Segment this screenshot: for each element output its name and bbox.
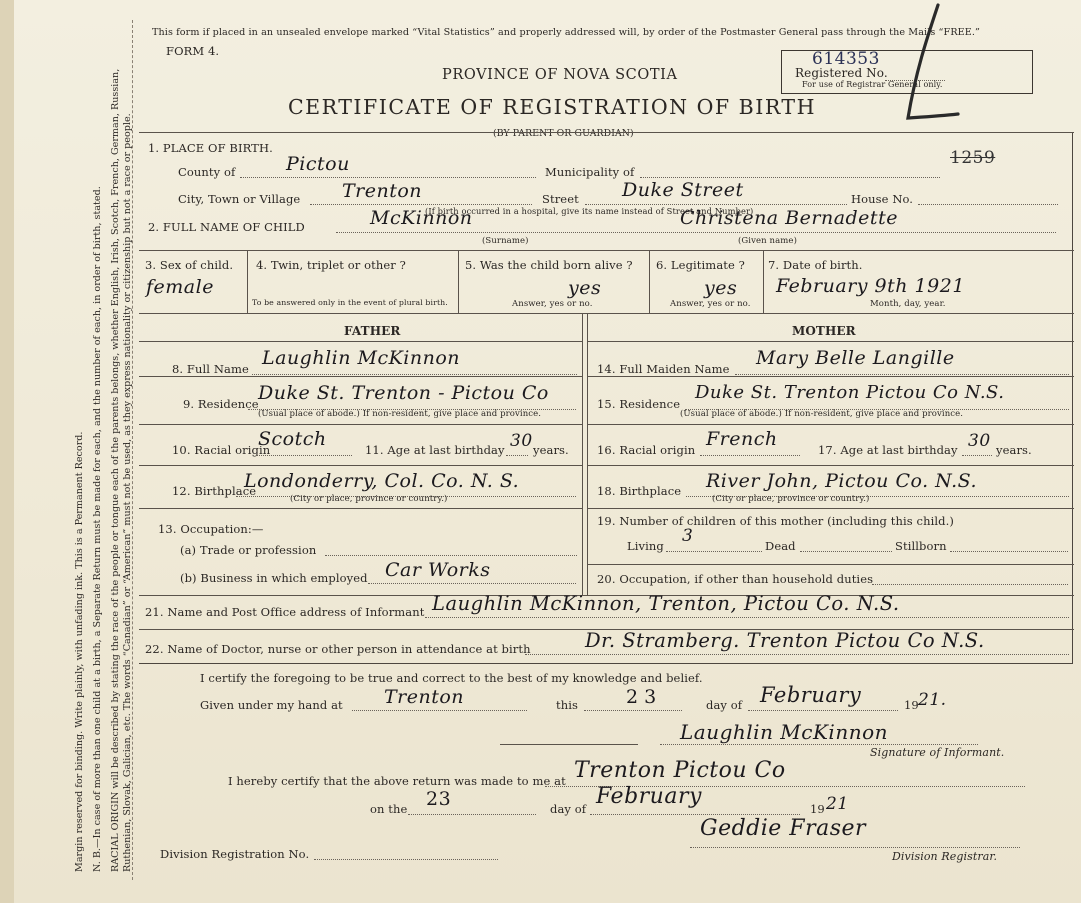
father-business: Car Works — [385, 559, 491, 581]
legitimate-note: Answer, yes or no. — [670, 299, 751, 309]
sig-left-rule — [500, 744, 638, 745]
row3-top — [139, 250, 1074, 251]
row3-div4 — [763, 250, 764, 313]
informant-sig-line — [660, 744, 978, 745]
city-value: Trenton — [342, 180, 423, 202]
city-label: City, Town or Village — [178, 192, 301, 206]
house-line — [918, 204, 1058, 205]
informant-sig-label: Signature of Informant. — [870, 746, 1005, 759]
father-name: Laughlin McKinnon — [262, 347, 461, 369]
mother-race-label: 16. Racial origin — [597, 443, 696, 457]
twin-label: 4. Twin, triplet or other ? — [256, 258, 406, 272]
informant-label: 21. Name and Post Office address of Informant — [145, 605, 425, 619]
registered-number: 614353 — [812, 49, 880, 69]
living-line — [666, 551, 762, 552]
registrar-month: February — [596, 784, 702, 809]
father-name-label: 8. Full Name — [172, 362, 249, 376]
dob-note: Month, day, year. — [870, 299, 946, 309]
registered-label: Registered No. — [795, 66, 888, 80]
house-no-label: House No. — [851, 192, 914, 206]
certify-day-line — [584, 710, 682, 711]
street-line — [585, 204, 847, 205]
parent-divider-b — [587, 313, 588, 595]
page-subtitle: (BY PARENT OR GUARDIAN) — [493, 128, 634, 139]
father-age-line — [506, 455, 528, 456]
row3-div1 — [247, 250, 248, 313]
registrar-year: 21 — [826, 794, 849, 814]
registrar-statement: I hereby certify that the above return was made to me at — [228, 774, 566, 788]
mother-occupation-label: 20. Occupation, if other than household duties — [597, 572, 874, 586]
street-value: Duke Street — [622, 179, 744, 201]
mother-years: years. — [996, 443, 1032, 457]
sex-value: female — [146, 276, 214, 298]
father-row1 — [139, 376, 582, 377]
alive-note: Answer, yes or no. — [512, 299, 593, 309]
stillborn-label: Stillborn — [895, 539, 947, 553]
surname-note: (Surname) — [482, 236, 529, 246]
stillborn-line — [950, 551, 1068, 552]
municipality-line — [640, 177, 940, 178]
twin-note: To be answered only in the event of plural birth. — [252, 298, 448, 307]
registrar-day: 23 — [426, 788, 452, 810]
doctor-value: Dr. Stramberg. Trenton Pictou Co N.S. — [585, 629, 985, 652]
division-reg-line — [314, 859, 498, 860]
father-years: years. — [533, 443, 569, 457]
certify-day: 23 — [626, 686, 663, 708]
registrar-use-note: For use of Registrar General only. — [802, 80, 943, 89]
sidebar-racial-2: Ruthenian, Slovak, Galician, etc. The words “Canadian” or “American” must not be used, as they express nationality or citizenship but not a race or people. — [122, 113, 133, 872]
row3-div3 — [649, 250, 650, 313]
sidebar-margin-note: Margin reserved for binding. Write plainly, with unfading ink. This is a Permanent Record. — [74, 431, 85, 872]
sex-label: 3. Sex of child. — [145, 258, 234, 272]
father-age: 30 — [510, 431, 533, 451]
parent-divider-a — [582, 313, 583, 595]
row3-bottom — [139, 313, 1074, 314]
mother-bp-note: (City or place, province or country.) — [712, 494, 870, 504]
doctor-line — [525, 654, 1069, 655]
registrar-sig-line — [690, 847, 1020, 848]
binding-margin — [0, 0, 14, 903]
father-head-rule — [139, 341, 582, 342]
father-trade-label: (a) Trade or profession — [180, 543, 317, 557]
father-row3 — [139, 465, 582, 466]
page-title: CERTIFICATE OF REGISTRATION OF BIRTH — [288, 95, 816, 119]
father-bp-note: (City or place, province or country.) — [290, 494, 448, 504]
father-name-line — [252, 374, 577, 375]
mother-residence-label: 15. Residence — [597, 397, 681, 411]
father-heading: FATHER — [344, 324, 401, 338]
father-race-label: 10. Racial origin — [172, 443, 271, 457]
mother-age-line — [962, 455, 992, 456]
mother-race: French — [706, 428, 778, 450]
mother-head-rule — [587, 341, 1074, 342]
certify-month: February — [760, 683, 862, 707]
registrar-year-prefix: 19 — [810, 802, 825, 816]
province-title: PROVINCE OF NOVA SCOTIA — [442, 67, 678, 83]
father-age-label: 11. Age at last birthday — [365, 443, 505, 457]
municipality-label: Municipality of — [545, 165, 635, 179]
certify-dayof-label: day of — [706, 698, 743, 712]
children-count-label: 19. Number of children of this mother (including this child.) — [597, 514, 954, 528]
father-residence-label: 9. Residence — [183, 397, 259, 411]
dob-label: 7. Date of birth. — [768, 258, 863, 272]
mother-birthplace-label: 18. Birthplace — [597, 484, 682, 498]
legitimate-label: 6. Legitimate ? — [656, 258, 745, 272]
father-occupation-label: 13. Occupation:— — [158, 522, 264, 536]
county-label: County of — [178, 165, 236, 179]
mother-name: Mary Belle Langille — [756, 347, 955, 369]
father-race-line — [256, 455, 352, 456]
mother-age: 30 — [968, 431, 991, 451]
informant-line — [425, 617, 1069, 618]
given-place: Trenton — [384, 686, 465, 708]
mother-residence: Duke St. Trenton Pictou Co N.S. — [695, 382, 1005, 403]
child-name-line — [336, 232, 1056, 233]
dead-line — [800, 551, 892, 552]
registrar-signature: Geddie Fraser — [700, 816, 867, 841]
dob-value: February 9th 1921 — [776, 275, 965, 297]
street-label: Street — [542, 192, 579, 206]
child-surname: McKinnon — [370, 207, 473, 229]
mother-name-line — [735, 374, 1069, 375]
mother-res-note: (Usual place of abode.) If non-resident, give place and province. — [680, 409, 964, 419]
county-value: Pictou — [286, 153, 350, 175]
registrar-day-line — [408, 814, 536, 815]
father-res-note: (Usual place of abode.) If non-resident, give place and province. — [258, 409, 542, 419]
pen-mark — [878, 0, 968, 130]
county-line — [240, 177, 536, 178]
mother-row5 — [587, 564, 1074, 565]
registrar-sig-label: Division Registrar. — [892, 850, 998, 863]
certify-year: 21. — [918, 690, 947, 710]
living-count: 3 — [682, 526, 694, 546]
father-business-line — [368, 583, 576, 584]
father-business-label: (b) Business in which employed — [180, 571, 368, 585]
registrar-on-label: on the — [370, 802, 408, 816]
certify-month-line — [748, 710, 898, 711]
division-reg-label: Division Registration No. — [160, 847, 310, 861]
father-trade-line — [325, 555, 577, 556]
father-residence: Duke St. Trenton - Pictou Co — [258, 382, 549, 404]
sidebar-racial-1: RACIAL ORIGIN will be described by stating the race of the people or tongue each of the parents belongs, whether English, Irish, Scotch, French, German, Russian, — [110, 68, 121, 872]
mailing-notice: This form if placed in an unsealed envelope marked “Vital Statistics” and properly addressed will, by order of the Postmaster General pass through the Mails “FREE.” — [152, 27, 980, 38]
father-race: Scotch — [258, 428, 327, 450]
mother-row2 — [587, 424, 1074, 425]
alive-label: 5. Was the child born alive ? — [465, 258, 633, 272]
registrar-month-line — [590, 814, 800, 815]
mother-age-label: 17. Age at last birthday — [818, 443, 958, 457]
frame-top — [139, 132, 1074, 133]
child-name-label: 2. FULL NAME OF CHILD — [148, 220, 305, 234]
city-line — [310, 204, 532, 205]
hospital-note: (If birth occurred in a hospital, give its name instead of Street and Number) — [425, 206, 754, 216]
alive-value: yes — [568, 277, 602, 299]
mother-name-label: 14. Full Maiden Name — [597, 362, 730, 376]
father-birthplace: Londonderry, Col. Co. N. S. — [244, 470, 520, 492]
living-label: Living — [627, 539, 664, 553]
dead-label: Dead — [765, 539, 796, 553]
row3-div2 — [458, 250, 459, 313]
mother-birthplace: River John, Pictou Co. N.S. — [706, 470, 977, 492]
given-under-label: Given under my hand at — [200, 698, 343, 712]
given-place-line — [352, 710, 527, 711]
registrar-place: Trenton Pictou Co — [574, 758, 786, 783]
margin-code: 1259 — [950, 148, 996, 168]
doctor-label: 22. Name of Doctor, nurse or other person in attendance at birth — [145, 642, 531, 656]
certify-this-label: this — [556, 698, 579, 712]
certify-statement: I certify the foregoing to be true and correct to the best of my knowledge and belief. — [200, 671, 703, 685]
form-number: FORM 4. — [166, 44, 220, 58]
place-of-birth-heading: 1. PLACE OF BIRTH. — [148, 141, 273, 155]
legitimate-value: yes — [704, 277, 738, 299]
given-name-note: (Given name) — [738, 236, 797, 246]
informant-signature: Laughlin McKinnon — [680, 720, 889, 744]
sidebar-nb: N. B.—In case of more than one child at a birth, a Separate Return must be made for each, and the number of each, in order of birth, stated. — [92, 186, 103, 872]
mother-race-line — [700, 455, 800, 456]
mother-occ-line — [872, 584, 1068, 585]
registrar-dayof-label: day of — [550, 802, 587, 816]
mother-row1 — [587, 376, 1074, 377]
father-row4 — [139, 508, 582, 509]
informant-value: Laughlin McKinnon, Trenton, Pictou Co. N.S. — [432, 592, 900, 615]
mother-row3 — [587, 465, 1074, 466]
certify-year-prefix: 19 — [904, 698, 919, 712]
mother-heading: MOTHER — [792, 324, 856, 338]
mother-row4 — [587, 508, 1074, 509]
father-row2 — [139, 424, 582, 425]
child-given-name: Christena Bernadette — [680, 207, 898, 229]
father-birthplace-label: 12. Birthplace — [172, 484, 257, 498]
